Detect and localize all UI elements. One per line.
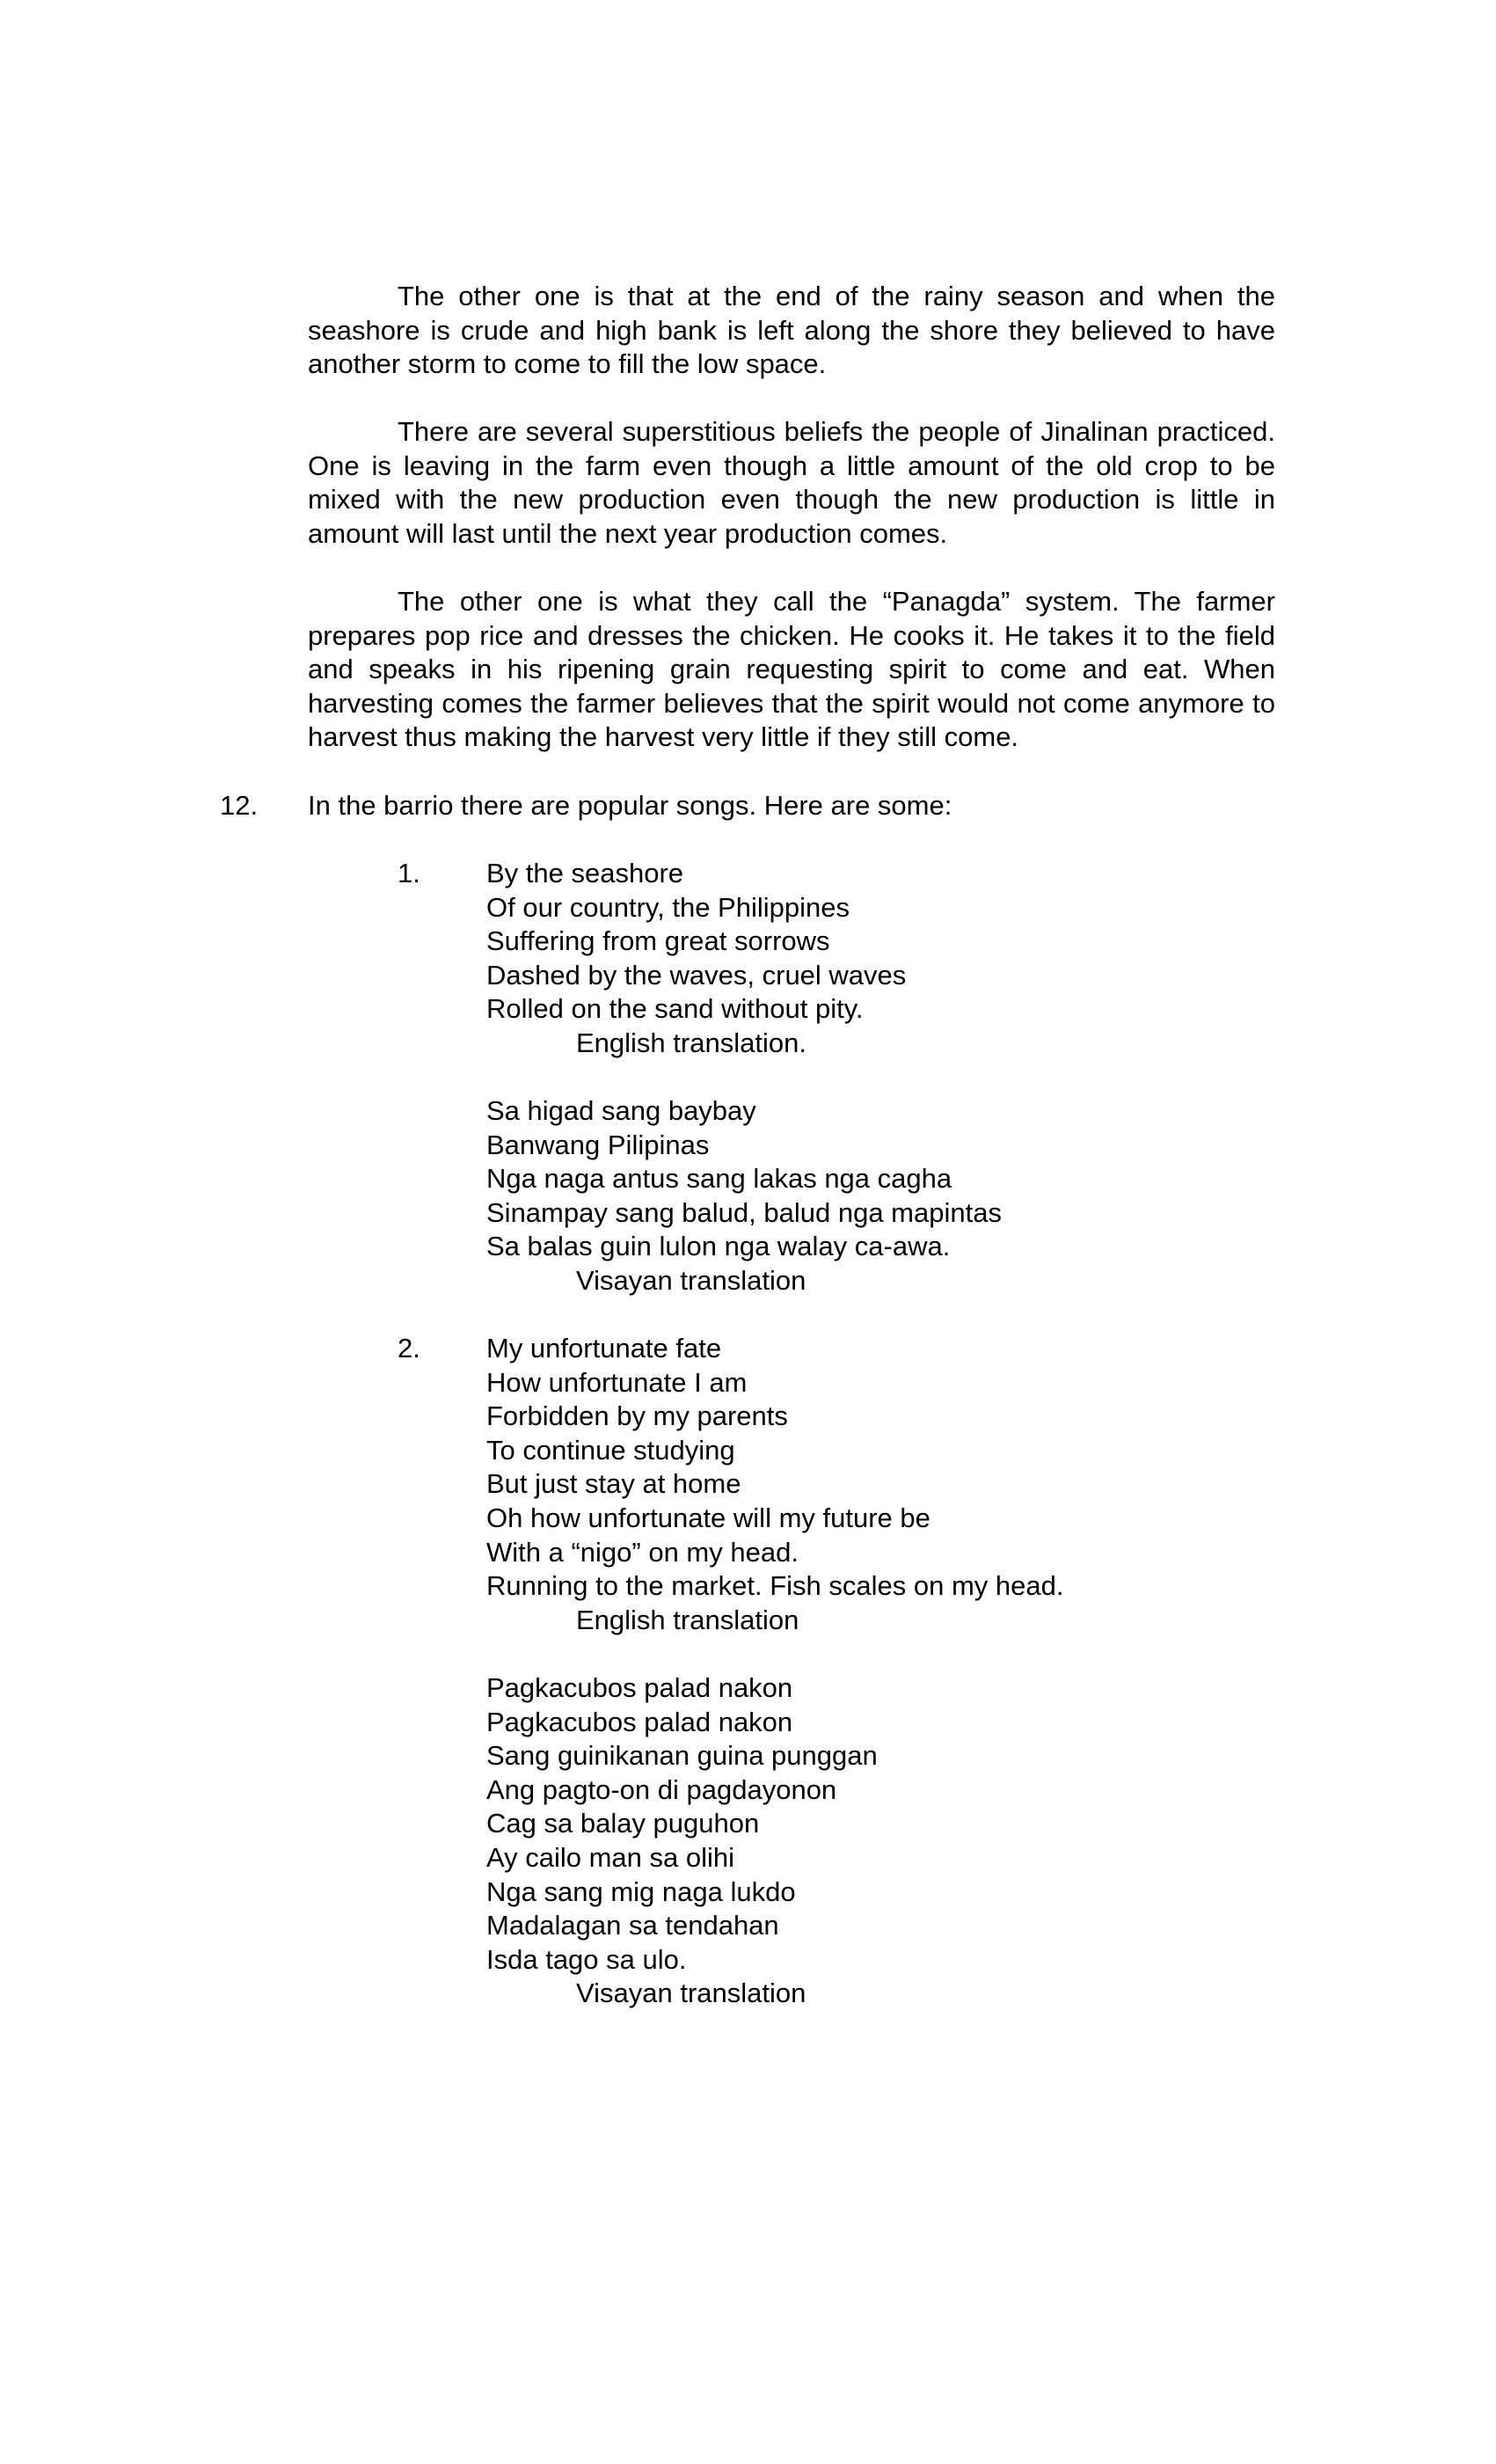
item-number-12: 12.: [220, 790, 259, 821]
paragraph-text: The other one is what they call the “Panagda” system. The farmer prepares pop rice and dresses the chicken. He cooks it. He takes it to the field and speaks in his ripening grain requesting spirit to come and eat. When harvesting comes the farmer believes that the spirit would not come anymore to harvest thus making the harvest very little if they still come.: [308, 586, 1275, 753]
lyric-line: Of our country, the Philippines: [486, 891, 850, 923]
paragraph-text: There are several superstitious beliefs the people of Jinalinan practiced. One is leaving in the farm even though a little amount of the old crop to be mixed with the new production even though the new production is little in amount will last until the next year production comes.: [308, 416, 1275, 549]
song-2-english-lyrics: [486, 1332, 1064, 1637]
paragraph-panagda-system: [308, 585, 1275, 755]
lyric-line: Cag sa balay puguhon: [486, 1808, 760, 1839]
lyric-line: Dashed by the waves, cruel waves: [486, 959, 907, 991]
lyric-line: Forbidden by my parents: [486, 1400, 788, 1432]
lyric-line: To continue studying: [486, 1434, 735, 1466]
paragraph-text: The other one is that at the end of the rainy season and when the seashore is crude and high bank is left along the shore they believed to have another storm to come to fill the low space.: [308, 281, 1275, 380]
item-text-popular-songs: In the barrio there are popular songs. Here are some:: [308, 790, 952, 821]
lyric-line: Sinampay sang balud, balud nga mapintas: [486, 1196, 1002, 1228]
song-1-english-lyrics: [486, 857, 906, 1061]
lyric-line: By the seashore: [486, 858, 684, 888]
lyric-line: Isda tago sa ulo.: [486, 1943, 687, 1975]
song-1-visayan-lyrics: [486, 1094, 1002, 1298]
lyric-line: Ang pagto-on di pagdayonon: [486, 1773, 837, 1805]
translation-label: Visayan translation: [576, 1978, 806, 2009]
song-2-visayan-lyrics: [486, 1671, 878, 2011]
song-number-2: 2.: [398, 1333, 420, 1364]
lyric-line: Nga naga antus sang lakas nga cagha: [486, 1163, 952, 1195]
paragraph-storm-belief: [308, 280, 1275, 382]
lyric-line: How unfortunate I am: [486, 1366, 748, 1398]
lyric-line: Pagkacubos palad nakon: [486, 1672, 793, 1703]
lyric-line: Madalagan sa tendahan: [486, 1910, 779, 1941]
lyric-line: With a “nigo” on my head.: [486, 1536, 799, 1568]
lyric-line: Pagkacubos palad nakon: [486, 1706, 793, 1737]
lyric-line: Sa balas guin lulon nga walay ca-awa.: [486, 1231, 951, 1262]
lyric-line: Banwang Pilipinas: [486, 1129, 710, 1160]
lyric-line: But just stay at home: [486, 1468, 741, 1500]
translation-label: Visayan translation: [576, 1264, 806, 1296]
lyric-line: Suffering from great sorrows: [486, 925, 830, 957]
lyric-line: Nga sang mig naga lukdo: [486, 1875, 796, 1907]
lyric-line: Ay cailo man sa olihi: [486, 1841, 735, 1873]
song-number-1: 1.: [398, 858, 420, 888]
lyric-line: Running to the market. Fish scales on my head.: [486, 1570, 1064, 1602]
lyric-line: Sa higad sang baybay: [486, 1095, 756, 1126]
lyric-line: My unfortunate fate: [486, 1333, 722, 1364]
lyric-line: Rolled on the sand without pity.: [486, 993, 864, 1025]
lyric-line: Sang guinikanan guina punggan: [486, 1740, 878, 1772]
paragraph-superstitious-beliefs: [308, 415, 1275, 551]
translation-label: English translation.: [576, 1027, 806, 1058]
lyric-line: Oh how unfortunate will my future be: [486, 1502, 930, 1533]
translation-label: English translation: [576, 1604, 799, 1635]
